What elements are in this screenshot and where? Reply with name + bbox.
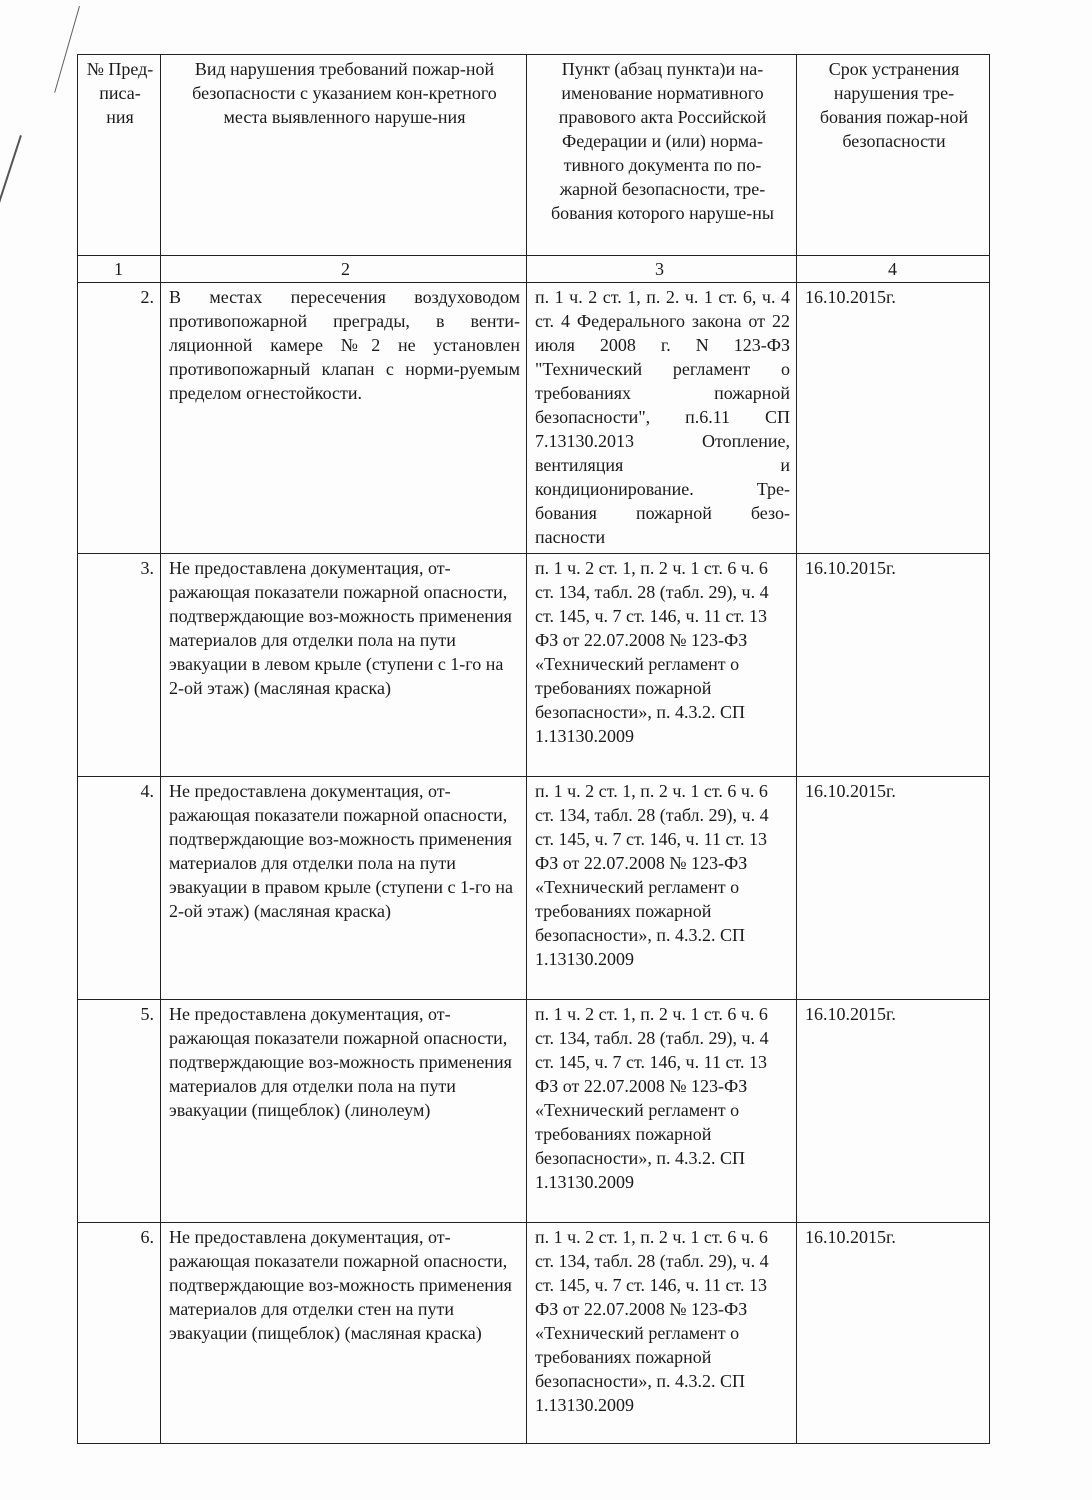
- violation-description: Не предоставлена документация, от-ражающая показатели пожарной опасности, подтверждающие воз-можность применения материалов для отделки пола на пути эвакуации (пищеблок) (линолеум): [161, 1000, 527, 1223]
- normative-reference: п. 1 ч. 2 ст. 1, п. 2 ч. 1 ст. 6 ч. 6 ст. 134, табл. 28 (табл. 29), ч. 4 ст. 145, ч. 7 ст. 146, ч. 11 ст. 13 ФЗ от 22.07.2008 № 123-ФЗ «Технический регламент о требованиях пожарной безопасности», п. 4.3.2. СП 1.13130.2009: [527, 1000, 797, 1223]
- header-violation-type: Вид нарушения требований пожар-ной безопасности с указанием кон-кретного места выявленного наруше-ния: [161, 55, 527, 256]
- table-row: [78, 283, 990, 554]
- prescription-number: 2.: [78, 283, 161, 554]
- header-normative-act: Пункт (абзац пункта)и на-именование нормативного правового акта Российской Федерации и (или) норма-тивного документа по по-жарной безопасности, тре-бования которого наруше-ны: [527, 55, 797, 256]
- violation-description: В местах пересечения воздуховодом противопожарной преграды, в венти-ляционной камере №2 не установлен противопожарный клапан с норми-руемым пределом огнестойкости.: [161, 283, 527, 554]
- deadline-date: 16.10.2015г.: [797, 283, 990, 554]
- normative-reference: п. 1 ч. 2 ст. 1, п. 2 ч. 1 ст. 6 ч. 6 ст. 134, табл. 28 (табл. 29), ч. 4 ст. 145, ч. 7 ст. 146, ч. 11 ст. 13 ФЗ от 22.07.2008 № 123-ФЗ «Технический регламент о требованиях пожарной безопасности», п. 4.3.2. СП 1.13130.2009: [527, 777, 797, 1000]
- deadline-date: 16.10.2015г.: [797, 777, 990, 1000]
- prescription-number: 6.: [78, 1223, 161, 1444]
- header-prescription-number: № Пред-писа-ния: [78, 55, 161, 256]
- violation-description: Не предоставлена документация, от-ражающая показатели пожарной опасности, подтверждающие воз-можность применения материалов для отделки стен на пути эвакуации (пищеблок) (масляная краска): [161, 1223, 527, 1444]
- table-row: [78, 777, 990, 1000]
- deadline-date: 16.10.2015г.: [797, 1000, 990, 1223]
- normative-reference: п. 1 ч. 2 ст. 1, п. 2. ч. 1 ст. 6, ч. 4 ст. 4 Федерального закона от 22 июля 2008 г. N 123-ФЗ "Технический регламент о требованиях пожарной безопасности", п.6.11 СП 7.13130.2013 Отопление, вентиляция и кондиционирование. Тре-бования пожарной безо-пасности: [527, 283, 797, 554]
- violation-description: Не предоставлена документация, от-ражающая показатели пожарной опасности, подтверждающие воз-можность применения материалов для отделки пола на пути эвакуации в левом крыле (ступени с 1-го на 2-ой этаж) (масляная краска): [161, 554, 527, 777]
- prescription-number: 4.: [78, 777, 161, 1000]
- column-number: 4: [797, 256, 990, 283]
- table-row: [78, 554, 990, 777]
- normative-reference: п. 1 ч. 2 ст. 1, п. 2 ч. 1 ст. 6 ч. 6 ст. 134, табл. 28 (табл. 29), ч. 4 ст. 145, ч. 7 ст. 146, ч. 11 ст. 13 ФЗ от 22.07.2008 № 123-ФЗ «Технический регламент о требованиях пожарной безопасности», п. 4.3.2. СП 1.13130.2009: [527, 554, 797, 777]
- prescription-number: 3.: [78, 554, 161, 777]
- column-number: 3: [527, 256, 797, 283]
- header-deadline: Срок устранения нарушения тре-бования пожар-ной безопасности: [797, 55, 990, 256]
- prescription-number: 5.: [78, 1000, 161, 1223]
- deadline-date: 16.10.2015г.: [797, 1223, 990, 1444]
- column-number-row: [78, 256, 990, 283]
- table-row: [78, 1223, 990, 1444]
- column-number: 1: [78, 256, 161, 283]
- column-number: 2: [161, 256, 527, 283]
- violation-description: Не предоставлена документация, от-ражающая показатели пожарной опасности, подтверждающие воз-можность применения материалов для отделки пола на пути эвакуации в правом крыле (ступени с 1-го на 2-ой этаж) (масляная краска): [161, 777, 527, 1000]
- violations-table: [77, 54, 990, 1444]
- scan-edge-mark: [0, 135, 22, 212]
- table-row: [78, 1000, 990, 1223]
- normative-reference: п. 1 ч. 2 ст. 1, п. 2 ч. 1 ст. 6 ч. 6 ст. 134, табл. 28 (табл. 29), ч. 4 ст. 145, ч. 7 ст. 146, ч. 11 ст. 13 ФЗ от 22.07.2008 № 123-ФЗ «Технический регламент о требованиях пожарной безопасности», п. 4.3.2. СП 1.13130.2009: [527, 1223, 797, 1444]
- table-header-row: [78, 55, 990, 256]
- deadline-date: 16.10.2015г.: [797, 554, 990, 777]
